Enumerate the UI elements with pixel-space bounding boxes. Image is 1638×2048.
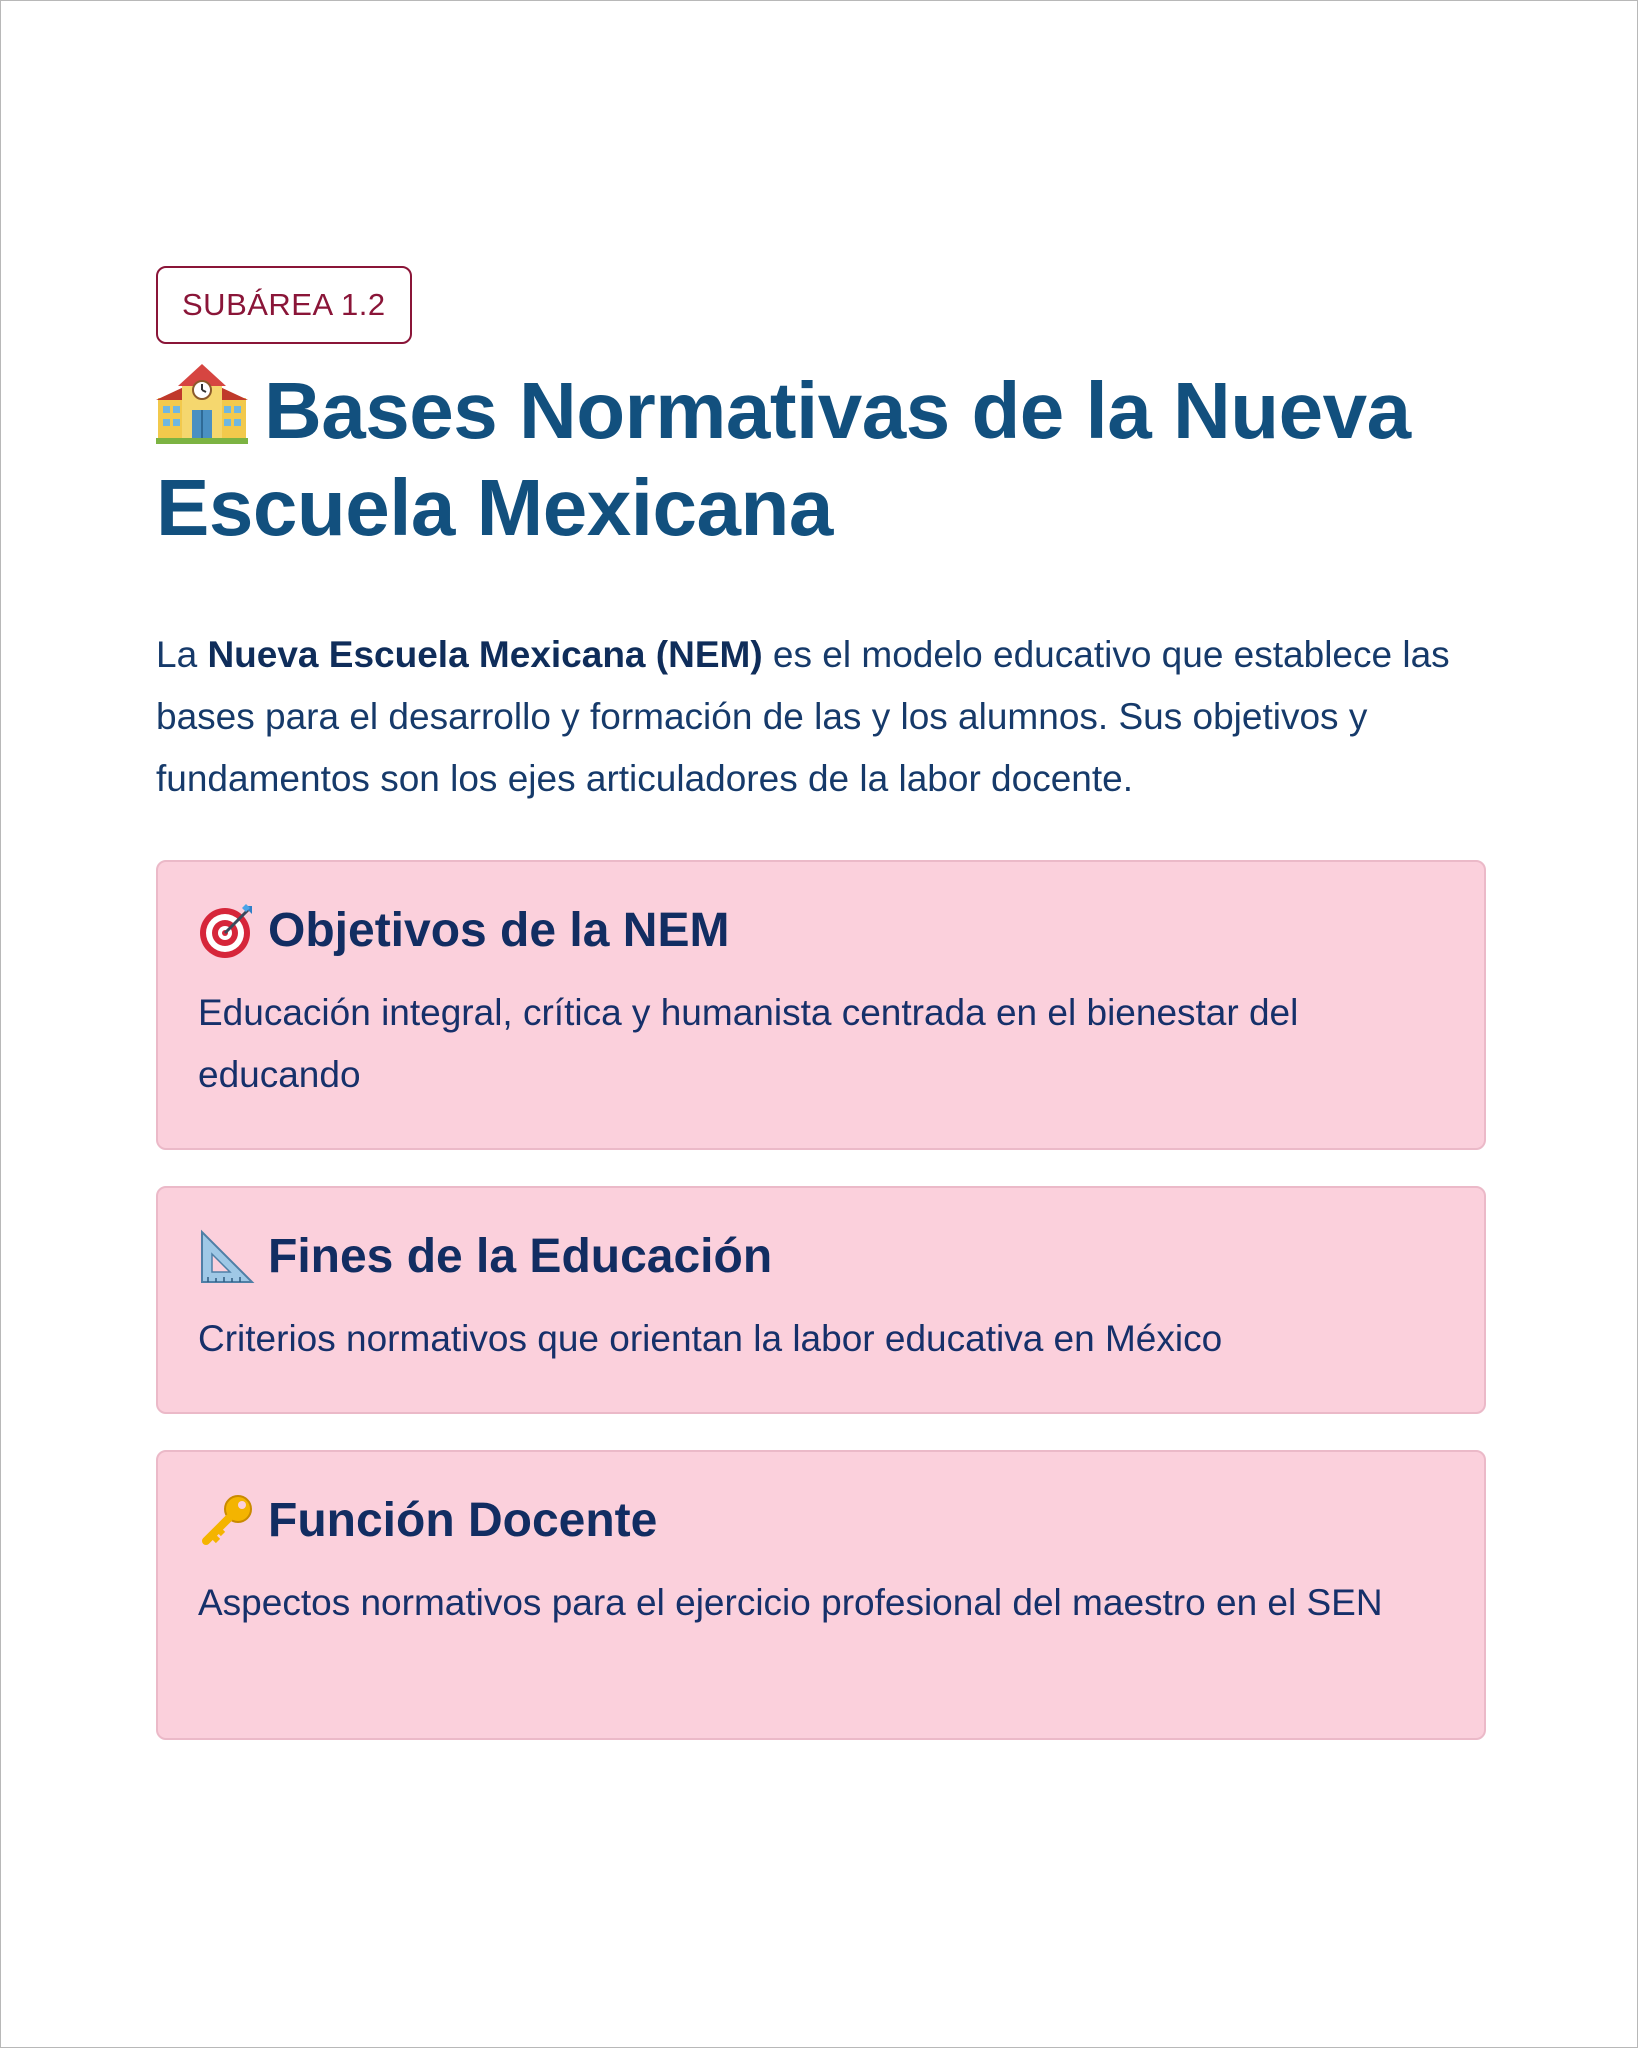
page-title [156,362,1486,556]
intro-lead: La [156,634,208,675]
intro-bold: Nueva Escuela Mexicana (NEM) [207,634,763,675]
subarea-badge: SUBÁREA 1.2 [156,266,412,344]
card-title [198,900,1444,962]
card-funcion-docente [156,1450,1486,1740]
card-text: Criterios normativos que orientan la labor educativa en México [198,1318,1223,1359]
card-objetivos [156,860,1486,1150]
card-title-text: Función Docente [268,1494,658,1547]
intro-rest: es el modelo educativo que establece las bases para el desarrollo y formación de las y los alumnos. Sus objetivos y fundamentos son los ejes articuladores de la labor docente. [156,634,1450,799]
intro-paragraph [156,624,1486,810]
card-title-text: Objetivos de la NEM [268,904,730,957]
card-text: Educación integral, crítica y humanista centrada en el bienestar del educando [198,992,1299,1095]
cards-list [156,860,1486,1740]
card-fines [156,1186,1486,1414]
page-title-text: Bases Normativas de la Nueva Escuela Mexicana [156,366,1411,552]
key-icon [198,1492,256,1550]
card-title [198,1226,1444,1288]
target-icon [198,902,256,960]
triangle-ruler-icon [198,1228,256,1286]
school-building-icon [156,362,248,444]
card-title-text: Fines de la Educación [268,1230,773,1283]
content [156,266,1486,1740]
card-text: Aspectos normativos para el ejercicio profesional del maestro en el SEN [198,1582,1383,1623]
card-title [198,1490,1444,1552]
